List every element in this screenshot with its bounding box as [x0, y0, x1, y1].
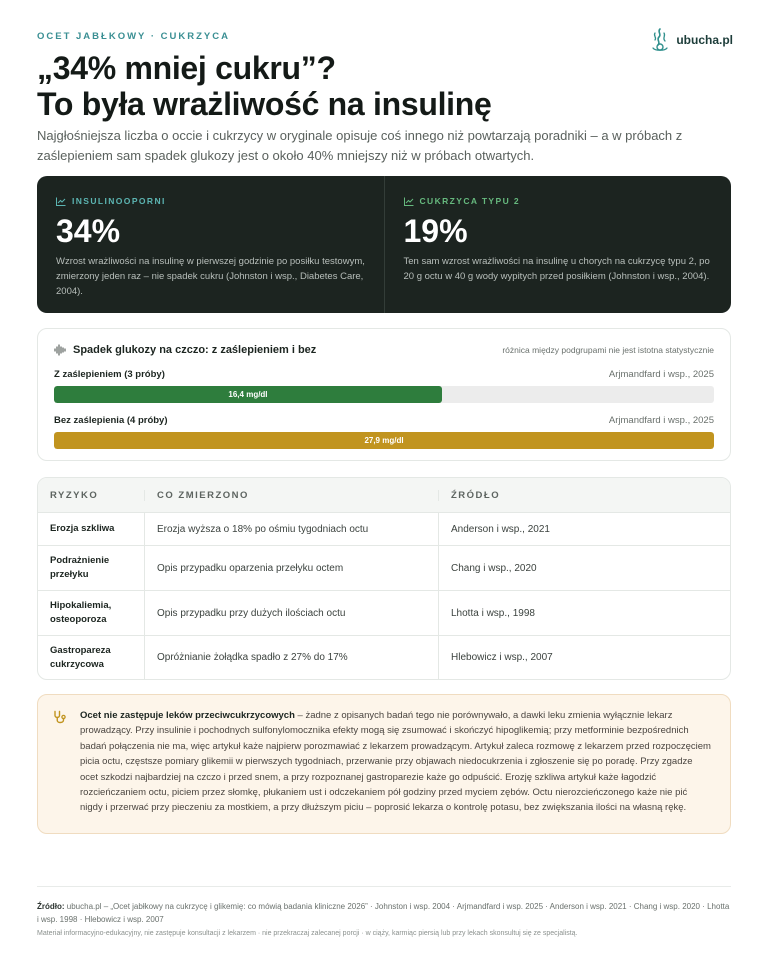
- logo[interactable]: [649, 27, 733, 53]
- stat-value: 34%: [56, 213, 121, 249]
- table-row: [38, 635, 730, 679]
- footer-divider: [37, 886, 731, 887]
- kicker: OCET JABŁKOWY · CUKRZYCA: [37, 31, 230, 42]
- warning-text: [80, 708, 712, 816]
- risk-cell: Erozja szkliwa: [38, 513, 145, 545]
- bar-fill: [54, 386, 442, 403]
- risk-cell: Hipokaliemia, osteoporoza: [38, 591, 145, 635]
- table-row: [38, 512, 730, 545]
- stat-insulin-resistant: [37, 176, 384, 313]
- column-header: RYZYKO: [38, 490, 145, 501]
- risk-cell: Gastropareza cukrzycowa: [38, 636, 145, 679]
- source-cell: Anderson i wsp., 2021: [451, 523, 550, 535]
- card-title: [54, 344, 316, 356]
- risk-cell: Podrażnienie przełyku: [38, 546, 145, 590]
- lead-paragraph: Najgłośniejsza liczba o occie i cukrzycy w oryginale opisuje coś innego niż powtarzają poradniki – a w próbach z zaślepieniem sam spadek glukozy jest o około 40% mniejszy niż w próbach otwartych.: [37, 128, 683, 163]
- table-row: [38, 545, 730, 590]
- source-cell: Chang i wsp., 2020: [451, 562, 537, 574]
- table-row: [38, 590, 730, 635]
- source-cell: Hlebowicz i wsp., 2007: [451, 652, 553, 663]
- logo-text: ubucha.pl: [676, 33, 733, 47]
- chart-line-icon: [404, 197, 414, 206]
- stat-type2-diabetes: [384, 176, 732, 313]
- stethoscope-icon: [53, 710, 68, 725]
- bar-label: Z zaślepieniem (3 próby): [54, 369, 165, 380]
- bar-row-unblinded: [54, 415, 714, 449]
- warning-bold: Ocet nie zastępuje leków przeciwcukrzycowych: [80, 710, 295, 721]
- stat-label: [404, 196, 714, 206]
- bar-value: 16,4 mg/dl: [228, 390, 268, 399]
- waveform-icon: [54, 344, 66, 356]
- stat-label-text: CUKRZYCA TYPU 2: [419, 196, 520, 206]
- source-cell: Lhotta i wsp., 1998: [451, 607, 535, 619]
- bar-track: [54, 386, 714, 403]
- measured-cell: Opis przypadku oparzenia przełyku octem: [145, 546, 439, 590]
- glucose-drop-card: [37, 328, 731, 461]
- bar-track: [54, 432, 714, 449]
- measured-cell: Opróżnianie żołądka spadło z 27% do 17%: [145, 636, 439, 679]
- stat-description: Wzrost wrażliwości na insulinę w pierwszej godzinie po posiłku testowym, zmierzony jeden raz – nie spadek cukru (Johnston i wsp., Diabetes Care, 2004).: [56, 256, 365, 297]
- card-note: różnica między podgrupami nie jest istotna statystycznie: [502, 345, 714, 355]
- table-header: [38, 478, 730, 512]
- bar-row-blinded: [54, 369, 714, 403]
- bar-fill: [54, 432, 714, 449]
- bar-source: Arjmandfard i wsp., 2025: [608, 415, 714, 426]
- stat-value: 19%: [403, 213, 468, 249]
- bar-label: Bez zaślepienia (4 próby): [54, 415, 168, 426]
- stat-label: [56, 196, 366, 206]
- stat-description: Ten sam wzrost wrażliwości na insulinę u chorych na cukrzycę typu 2, po 20 g octu w 40 g wody wypitych przed posiłkiem (Johnston i wsp., 2004).: [403, 256, 710, 282]
- medication-warning: [37, 694, 731, 834]
- bar-source: Arjmandfard i wsp., 2025: [608, 369, 714, 380]
- sources-label: Źródło:: [37, 902, 65, 911]
- measured-cell: Erozja wyższa o 18% po ośmiu tygodniach octu: [145, 513, 439, 545]
- stats-panel: [37, 176, 731, 313]
- title-line-1: „34% mniej cukru”?: [37, 50, 336, 86]
- chart-line-icon: [56, 197, 66, 206]
- warning-body: – żadne z opisanych badań tego nie porównywało, a dawki leku zmienia wyłącznie lekarz prowadzący. Przy insulinie i pochodnych sulfonylomocznika efekty mogą się zsumować i skończyć hipoglikemią; przy metforminie bezpośrednich badań połączenia nie ma, więc artykuł każe najpierw porozmawiać z lekarzem prowadzącym. Artykuł zaleca rozmowę z lekarzem przed rozpoczęciem picia octu, częstsze pomiary glikemii w pierwszych tygodniach, przerwanie przy objawach niedocukrzenia i zgłoszenie się po poradę. Przy zgadze ocet szkodzi najbardziej na czczo i przed snem, a przy rozpoznanej gastroparezie każe go odpuścić. Erozję szkliwa artykuł każe łagodzić rozcieńczaniem octu, piciem przez słomkę, płukaniem ust i odczekaniem pół godziny przed myciem zębów. Octu nierozcieńczonego każe nie pić nigdy i przerwać przy pieczeniu za mostkiem, a przy dłuższym piciu – poprosić lekarza o kontrolę potasu, bez zwiększania ilości na własną rękę.: [80, 710, 711, 814]
- page-title: [37, 50, 657, 122]
- sources-text: ubucha.pl – „Ocet jabłkowy na cukrzycę i glikemię: co mówią badania kliniczne 2026” · Johnston i wsp. 2004 · Arjmandfard i wsp. 2025 · Anderson i wsp. 2021 · Chang i wsp. 2020 · Lhotta i wsp. 1998 · Hlebowicz i wsp. 2007: [37, 902, 730, 924]
- sources: [37, 900, 731, 926]
- card-title-text: Spadek glukozy na czczo: z zaślepieniem i bez: [73, 344, 317, 356]
- bar-value: 27,9 mg/dl: [364, 436, 404, 445]
- risk-table: [37, 477, 731, 680]
- column-header: CO ZMIERZONO: [145, 490, 439, 501]
- disclaimer: Materiał informacyjno-edukacyjny, nie zastępuje konsultacji z lekarzem · nie przekraczaj zalecanej porcji · w ciąży, karmiąc piersią lub przy lekach skonsultuj się ze specjalistą.: [37, 930, 578, 937]
- title-line-2: To była wrażliwość na insulinę: [37, 86, 492, 122]
- column-header: ŹRÓDŁO: [451, 489, 501, 501]
- stat-label-text: INSULINOOPORNI: [72, 196, 166, 206]
- measured-cell: Opis przypadku przy dużych ilościach octu: [145, 591, 439, 635]
